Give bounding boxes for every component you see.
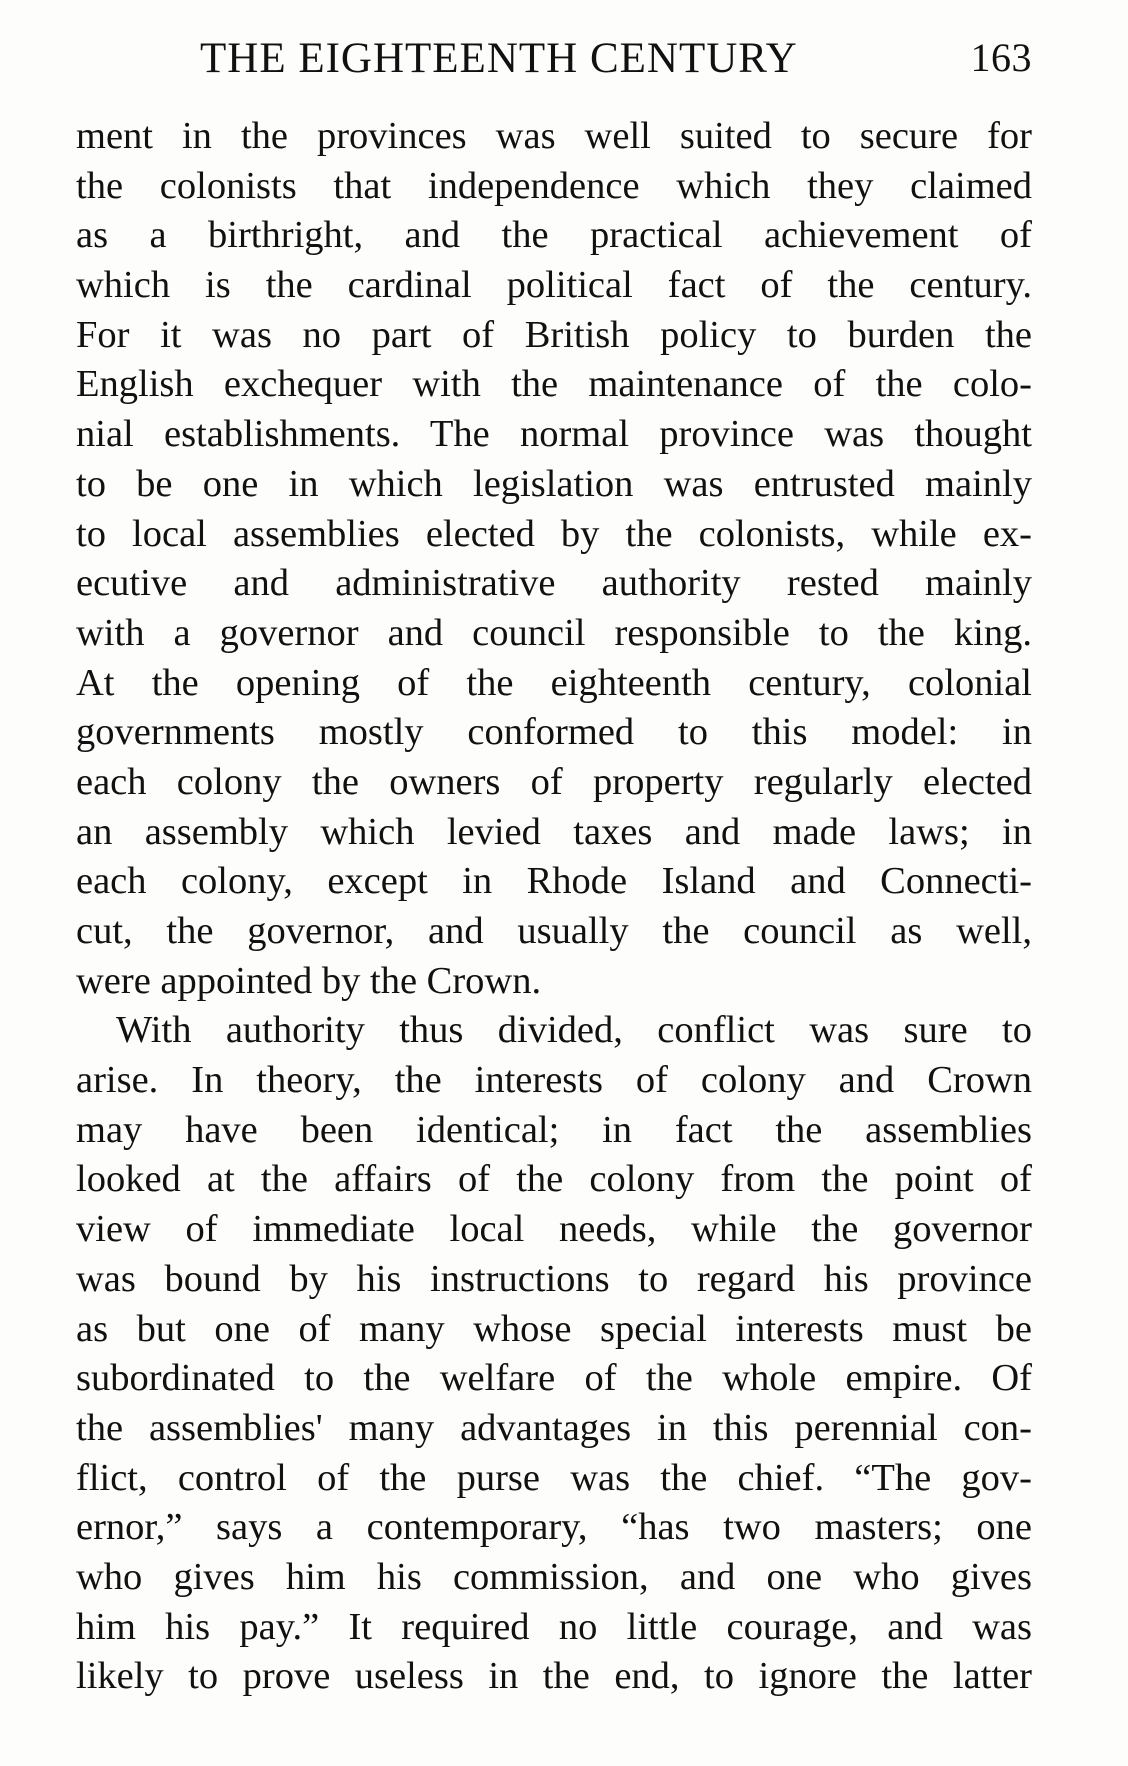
text-line: For it was no part of British policy to burden the — [76, 313, 1032, 356]
text-line: him his pay.” It required no little courage, and was — [76, 1605, 1032, 1648]
body-text — [76, 112, 1032, 1702]
text-line: was bound by his instructions to regard his province — [76, 1257, 1032, 1300]
text-line: to local assemblies elected by the colonists, while ex- — [76, 512, 1032, 555]
text-line: ecutive and administrative authority rested mainly — [76, 562, 1032, 605]
text-line: cut, the governor, and usually the council as well, — [76, 910, 1032, 952]
text-line: each colony, except in Rhode Island and Connecti- — [76, 860, 1032, 903]
text-line: flict, control of the purse was the chief. “The gov- — [76, 1456, 1032, 1499]
text-line: English exchequer with the maintenance of the colo- — [76, 363, 1032, 406]
text-line: an assembly which levied taxes and made laws; in — [76, 810, 1032, 853]
text-line: with a governor and council responsible to the king. — [76, 611, 1032, 654]
text-line: With authority thus divided, conflict was sure to — [116, 1009, 1032, 1052]
text-line: may have been identical; in fact the assemblies — [76, 1108, 1032, 1151]
text-line: as a birthright, and the practical achievement of — [76, 214, 1032, 257]
text-line: nial establishments. The normal province was thought — [76, 413, 1032, 456]
text-line: view of immediate local needs, while the governor — [76, 1208, 1032, 1251]
text-line: each colony the owners of property regularly elected — [76, 760, 1032, 803]
text-line: who gives him his commission, and one who gives — [76, 1555, 1032, 1598]
text-line: the colonists that independence which they claimed — [76, 164, 1032, 207]
text-line: arise. In theory, the interests of colony and Crown — [76, 1059, 1032, 1102]
text-line: likely to prove useless in the end, to ignore the latter — [76, 1655, 1032, 1698]
text-line: were appointed by the Crown. — [76, 959, 542, 1002]
text-line: subordinated to the welfare of the whole empire. Of — [76, 1357, 1032, 1400]
text-line: ernor,” says a contemporary, “has two masters; one — [76, 1506, 1032, 1549]
page-number: 163 — [970, 35, 1032, 80]
page-header — [200, 34, 1032, 90]
text-line: to be one in which legislation was entrusted mainly — [76, 462, 1032, 505]
text-line: ment in the provinces was well suited to secure for — [76, 115, 1032, 157]
text-line: which is the cardinal political fact of the century. — [76, 264, 1032, 307]
text-line: governments mostly conformed to this model: in — [76, 711, 1032, 754]
text-line: as but one of many whose special interests must be — [76, 1307, 1032, 1350]
text-line: the assemblies' many advantages in this perennial con- — [76, 1406, 1032, 1449]
running-title: THE EIGHTEENTH CENTURY — [200, 35, 798, 82]
text-line: At the opening of the eighteenth century, colonial — [76, 661, 1032, 704]
text-line: looked at the affairs of the colony from the point of — [76, 1158, 1032, 1201]
